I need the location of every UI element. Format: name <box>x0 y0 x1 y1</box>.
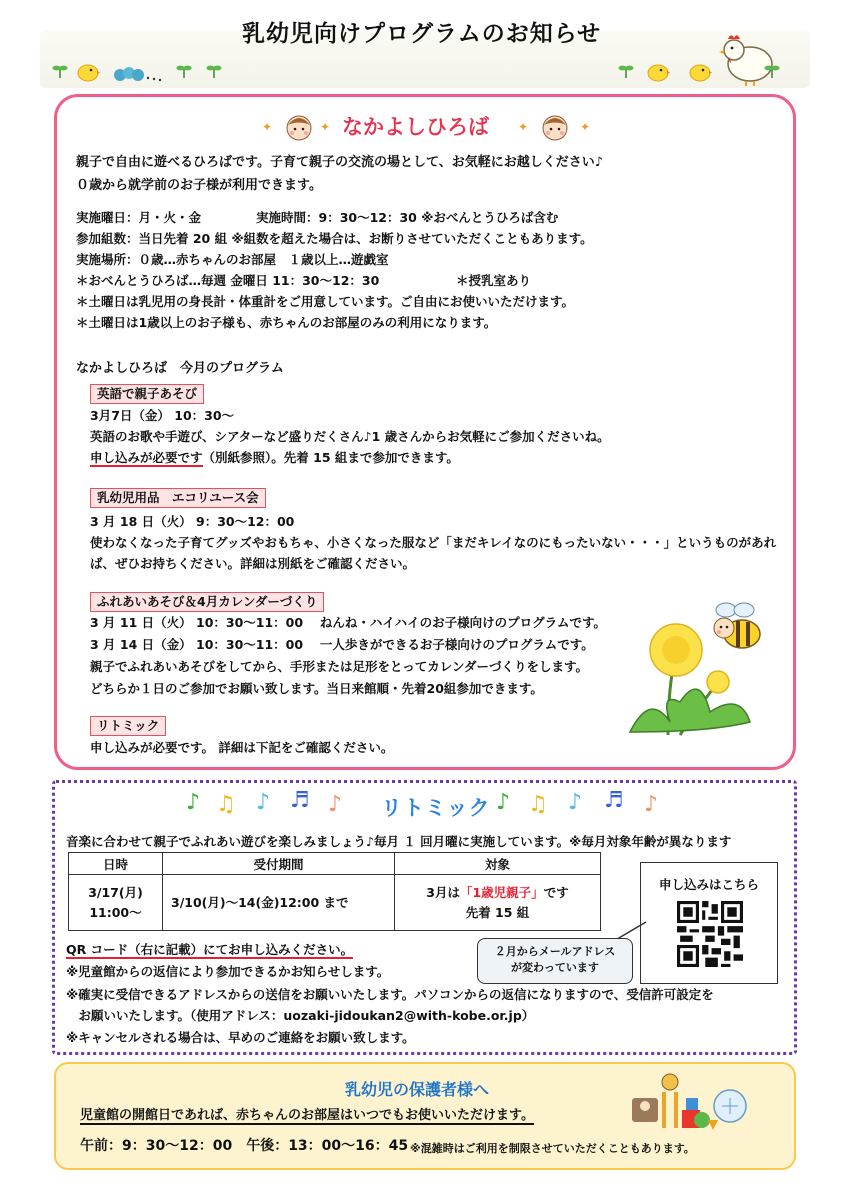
apply-rest-text: （別紙参照）。先着 15 組まで参加できます。 <box>202 450 459 465</box>
intro-line-2: ０歳から就学前のお子様が利用できます。 <box>76 178 322 193</box>
target-pre: 3月は <box>426 884 460 900</box>
date-line-1: 3/17(月) <box>88 884 143 900</box>
program-reuse-desc-1: 使わなくなった子育てグッズやおもちゃ、小さくなった服など「まだキレイなのにもったいない・・・」というものがあれ <box>90 535 777 550</box>
chick-icon <box>688 60 712 82</box>
program-reuse-date: 3 月 18 日（火） 9：30～12：00 <box>90 514 295 529</box>
music-note-icon: ♪ <box>568 790 583 815</box>
info-hours: 実施時間：9：30～12：30 ※おべんとうひろば含む <box>256 210 559 225</box>
table-cell-target <box>395 875 601 931</box>
ritomic-intro: 音楽に合わせて親子でふれあい遊びを楽しみましょう♪毎月 １ 回月曜に実施しています。※毎月対象年齢が異なります <box>66 834 732 849</box>
page-title: 乳幼児向けプログラムのお知らせ <box>242 21 602 47</box>
sparkle-icon: ✦ <box>320 120 331 134</box>
qr-panel <box>640 862 778 984</box>
sparkle-icon: ✦ <box>262 120 273 134</box>
program-tag-reuse: 乳幼児用品 エコリユース会 <box>90 488 266 508</box>
music-note-icon: ♪ <box>644 792 659 817</box>
note-cancel: ※キャンセルされる場合は、早めのご連絡をお願い致します。 <box>66 1030 415 1045</box>
sprout-icon <box>764 62 780 78</box>
program-calendar-date-2: 3 月 14 日（金） 10：30～11：00 一人歩きができるお子様向けのプログラムです。 <box>90 637 594 652</box>
intro-line-1: 親子で自由に遊べるひろばです。子育て親子の交流の場として、お気軽にお越しください♪ <box>76 155 603 170</box>
guardians-line-text: 児童館の開館日であれば、赤ちゃんのお部屋はいつでもお使いいただけます。 <box>80 1108 534 1123</box>
program-tag-english: 英語で親子あそび <box>90 384 204 404</box>
ritomic-title: リトミック <box>381 796 491 820</box>
program-calendar-date-1: 3 月 11 日（火） 10：30～11：00 ねんね・ハイハイのお子様向けのプログラムです。 <box>90 615 607 630</box>
info-location: 実施場所：０歳…赤ちゃんのお部屋 １歳以上…遊戯室 <box>76 252 389 267</box>
info-days: 実施曜日：月・火・金 <box>76 210 202 225</box>
music-note-icon: ♪ <box>186 790 201 815</box>
program-calendar-desc-1: 親子でふれあいあそびをしてから、手形または足形をとってカレンダーづくりをします。 <box>90 659 588 674</box>
program-english-desc: 英語のお歌や手遊び、シアターなど盛りだくさん♪1 歳さんからお気軽にご参加くださいね。 <box>90 429 610 444</box>
program-tag-calendar: ふれあいあそび＆4月カレンダーづくり <box>90 592 324 612</box>
info-groups: 参加組数：当日先着 20 組 ※組数を超えた場合は、お断りさせていただくこともあります。 <box>76 231 593 246</box>
guardians-note: ※混雑時はご利用を制限させていただくこともあります。 <box>410 1142 695 1155</box>
guardians-line <box>80 1108 534 1124</box>
music-note-icon: ♬ <box>290 788 310 813</box>
program-english-apply <box>90 450 459 466</box>
bubble-line-1: ２月からメールアドレス <box>494 945 616 958</box>
chick-icon <box>76 60 100 82</box>
program-calendar-desc-2: どちらか１日のご参加でお願い致します。当日来館順・先着20組参加できます。 <box>90 681 543 696</box>
target-post: です <box>543 884 569 900</box>
table-cell-period: 3/10(月)～14(金)12:00 まで <box>163 875 395 931</box>
bubble-line-2: が変わっています <box>511 961 599 974</box>
info-saturday-2: ＊土曜日は1歳以上のお子様も、赤ちゃんのお部屋のみの利用になります。 <box>76 315 497 330</box>
qr-label: 申し込みはこちら <box>658 877 759 892</box>
bee-icon <box>708 600 770 658</box>
sprout-icon <box>206 62 222 78</box>
table-row <box>69 875 601 931</box>
music-note-icon: ♪ <box>256 790 271 815</box>
toys-icon <box>630 1068 760 1132</box>
sparkle-icon: ✦ <box>518 120 529 134</box>
sprout-icon <box>618 62 634 78</box>
music-note-icon: ♪ <box>328 792 343 817</box>
sparkle-icon: ✦ <box>580 120 591 134</box>
program-tag-ritomic: リトミック <box>90 716 166 736</box>
qr-instruction <box>66 942 353 958</box>
program-reuse-desc-2: ば、ぜひお持ちください。詳細は別紙をご確認ください。 <box>90 556 416 571</box>
ritomic-schedule-table <box>68 852 601 931</box>
table-header-target: 対象 <box>395 853 601 875</box>
sprout-icon <box>176 62 192 78</box>
caterpillar-icon <box>112 63 162 83</box>
nakayoshi-title: なかよしひろば <box>342 115 489 139</box>
qr-code-icon[interactable] <box>677 901 743 967</box>
music-note-icon: ♪ <box>496 790 511 815</box>
music-note-icon: ♫ <box>528 792 548 817</box>
guardians-hours: 午前：9：30～12：00 午後：13：00～16：45 <box>80 1138 409 1154</box>
chick-icon <box>646 60 670 82</box>
email-change-bubble <box>477 938 633 984</box>
info-bento: ＊おべんとうひろば…毎週 金曜日 11：30～12：30 <box>76 273 380 288</box>
sprout-icon <box>52 62 68 78</box>
table-cell-date <box>69 875 163 931</box>
note-address-2: お願いいたします。（使用アドレス：uozaki-jidoukan2@with-kobe.or.jp） <box>66 1008 535 1023</box>
table-header-period: 受付期間 <box>163 853 395 875</box>
date-line-2: 11:00～ <box>89 904 142 920</box>
target-line-2: 先着 15 組 <box>465 904 530 920</box>
baby-face-icon <box>540 113 570 141</box>
apply-required-text: 申し込みが必要です <box>90 450 203 465</box>
target-age-highlight: 「1歳児親子」 <box>459 884 544 900</box>
program-english-date: 3月7日（金） 10：30～ <box>90 408 235 423</box>
note-reply: ※児童館からの返信により参加できるかお知らせします。 <box>66 964 390 979</box>
qr-instruction-text: QR コード（右に記載）にてお申し込みください。 <box>66 942 354 957</box>
table-header-date: 日時 <box>69 853 163 875</box>
info-nursing-room: ＊授乳室あり <box>456 273 532 288</box>
note-address-1: ※確実に受信できるアドレスからの送信をお願いいたします。パソコンからの返信になりますので、受信許可設定を <box>66 987 714 1002</box>
program-heading: なかよしひろば 今月のプログラム <box>76 361 284 376</box>
guardians-title: 乳幼児の保護者様へ <box>345 1080 490 1099</box>
music-note-icon: ♫ <box>216 792 236 817</box>
baby-face-icon <box>284 113 314 141</box>
music-note-icon: ♬ <box>604 788 624 813</box>
program-ritomic-desc: 申し込みが必要です。 詳細は下記をご確認ください。 <box>90 740 394 755</box>
info-saturday-1: ＊土曜日は乳児用の身長計・体重計をご用意しています。ご自由にお使いいただけます。 <box>76 294 575 309</box>
